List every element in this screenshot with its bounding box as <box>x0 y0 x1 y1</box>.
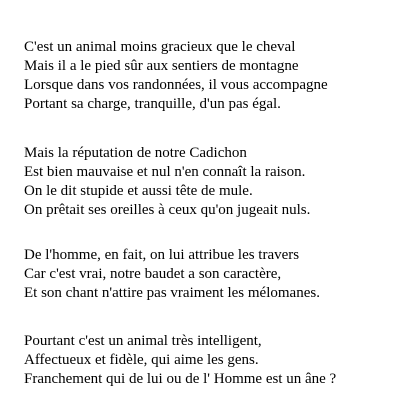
poem-stanza-3 <box>24 246 394 303</box>
poem-line: Mais il a le pied sûr aux sentiers de montagne <box>24 58 299 74</box>
poem-stanza-4 <box>24 332 394 389</box>
poem-line: Portant sa charge, tranquille, d'un pas égal. <box>24 96 281 112</box>
poem-line: On prêtait ses oreilles à ceux qu'on jugeait nuls. <box>24 202 311 218</box>
poem-line: Affectueux et fidèle, qui aime les gens. <box>24 352 259 368</box>
poem-line: Car c'est vrai, notre baudet a son caractère, <box>24 266 282 282</box>
poem-line: C'est un animal moins gracieux que le cheval <box>24 39 296 55</box>
poem-line: Lorsque dans vos randonnées, il vous accompagne <box>24 77 328 93</box>
poem-line: Est bien mauvaise et nul n'en connaît la raison. <box>24 164 306 180</box>
poem-stanza-2 <box>24 144 394 220</box>
poem-line: On le dit stupide et aussi tête de mule. <box>24 183 253 199</box>
poem-line: Mais la réputation de notre Cadichon <box>24 145 247 161</box>
poem-line: Franchement qui de lui ou de l' Homme est un âne ? <box>24 371 337 387</box>
poem-line: De l'homme, en fait, on lui attribue les travers <box>24 247 300 263</box>
poem-stanza-1 <box>24 38 394 114</box>
poem-line: Pourtant c'est un animal très intelligent, <box>24 333 262 349</box>
poem-line: Et son chant n'attire pas vraiment les mélomanes. <box>24 285 320 301</box>
